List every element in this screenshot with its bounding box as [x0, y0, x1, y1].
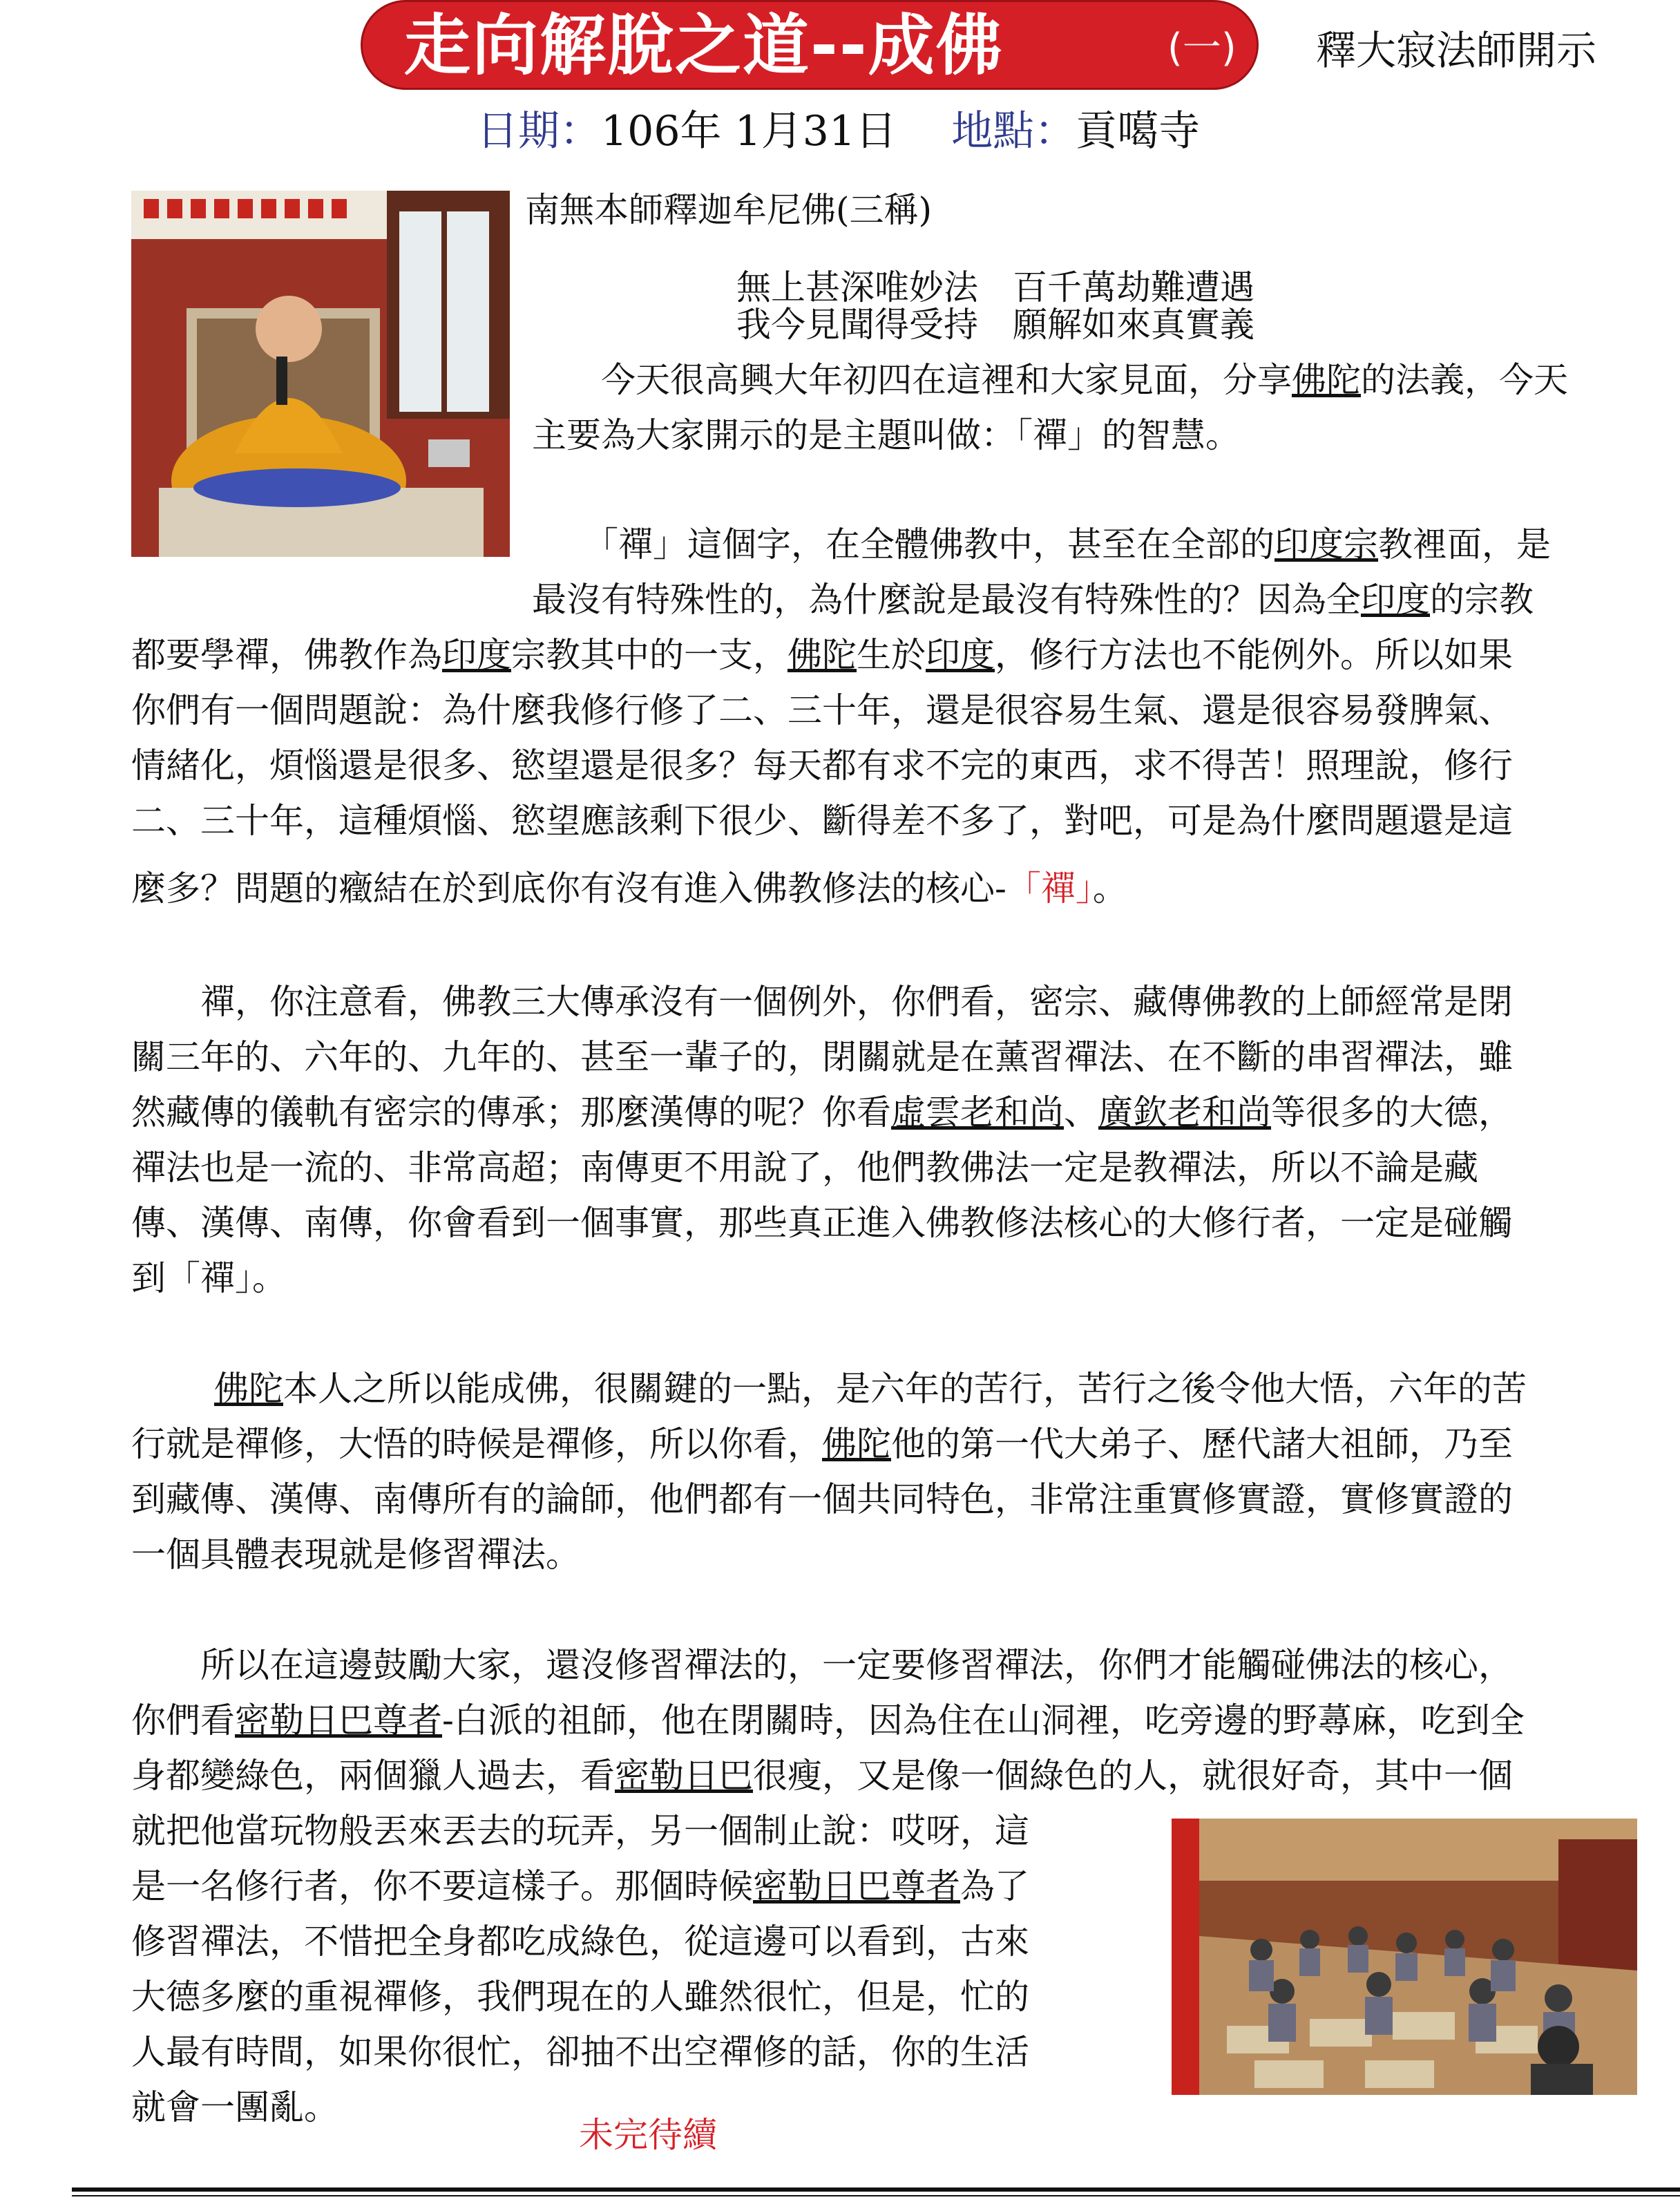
p1-line-2: 主要為大家開示的是主題叫做：「禪」的智慧。	[532, 415, 1240, 455]
teacher-photo	[131, 191, 510, 557]
p5-line-9: 就會一團亂。	[131, 2087, 338, 2127]
p1-line-1: 今天很高興大年初四在這裡和大家見面，分享佛陀的法義，今天	[532, 360, 1568, 400]
date-label: 日期：	[477, 107, 601, 155]
p4-line-4: 一個具體表現就是修習禪法。	[131, 1535, 580, 1575]
p3-line-2: 關三年的、六年的、九年的、甚至一輩子的，閉關就是在薰習禪法、在不斷的串習禪法，雖	[131, 1037, 1513, 1077]
p2-line-4: 你們有一個問題說：為什麼我修行修了二、三十年，還是很容易生氣、還是很容易發脾氣、	[131, 690, 1513, 730]
p2-line-5: 情緒化，煩惱還是很多、慾望還是很多？每天都有求不完的東西，求不得苦！照理說，修行	[131, 746, 1513, 786]
p2-line-2: 最沒有特殊性的，為什麼說是最沒有特殊性的？因為全印度的宗教	[532, 580, 1534, 620]
p3-line-1: 禪，你注意看，佛教三大傳承沒有一個例外，你們看，密宗、藏傳佛教的上師經常是閉	[131, 982, 1513, 1022]
p2-line-6: 二、三十年，這種煩惱、慾望應該剩下很少、斷得差不多了，對吧，可是為什麼問題還是這	[131, 801, 1513, 841]
p3-line-4: 禪法也是一流的、非常高超；南傳更不用說了，他們教佛法一定是教禪法，所以不論是藏	[131, 1148, 1478, 1188]
p5-line-1: 所以在這邊鼓勵大家，還沒修習禪法的，一定要修習禪法，你們才能觸碰佛法的核心，	[131, 1645, 1513, 1685]
footer-rule-thin	[72, 2195, 1680, 2196]
verse-line-2: 我今見聞得受持 願解如來真實義	[736, 305, 1254, 345]
verse-line-1: 無上甚深唯妙法 百千萬劫難遭遇	[736, 267, 1254, 307]
place-label: 地點：	[951, 107, 1076, 155]
p5-line-2: 你們看密勒日巴尊者-白派的祖師，他在閉關時，因為住在山洞裡，吃旁邊的野蕁麻，吃到全	[131, 1700, 1525, 1740]
page-title: 走向解脫之道--成佛	[404, 7, 1004, 84]
p3-line-5: 傳、漢傳、南傳，你會看到一個事實，那些真正進入佛教修法核心的大修行者，一定是碰觸	[131, 1203, 1513, 1243]
p2-line-1: 「禪」這個字，在全體佛教中，甚至在全部的印度宗教裡面，是	[532, 524, 1551, 564]
p5-line-6: 修習禪法，不惜把全身都吃成綠色，從這邊可以看到，古來	[131, 1921, 1029, 1962]
date-place-line	[477, 104, 1200, 159]
to-be-continued: 未完待續	[579, 2115, 717, 2155]
place-value: 貢噶寺	[1076, 107, 1201, 155]
p3-line-6: 到「禪」。	[131, 1258, 287, 1298]
p5-line-5: 是一名修行者，你不要這樣子。那個時候密勒日巴尊者為了	[131, 1866, 1029, 1906]
title-part-number: (一)	[1167, 26, 1237, 70]
p4-line-3: 到藏傳、漢傳、南傳所有的論師，他們都有一個共同特色，非常注重實修實證，實修實證的	[131, 1479, 1513, 1519]
meditation-hall-photo	[1172, 1819, 1637, 2095]
p2-line-3: 都要學禪，佛教作為印度宗教其中的一支，佛陀生於印度，修行方法也不能例外。所以如果	[131, 635, 1513, 675]
p4-line-2: 行就是禪修，大悟的時候是禪修，所以你看，佛陀他的第一代大弟子、歷代諸大祖師，乃至	[131, 1424, 1513, 1464]
p5-line-3: 身都變綠色，兩個獵人過去，看密勒日巴很瘦，又是像一個綠色的人，就很好奇，其中一個	[131, 1756, 1513, 1796]
p3-line-3: 然藏傳的儀軌有密宗的傳承；那麼漢傳的呢？你看虛雲老和尚、廣欽老和尚等很多的大德，	[131, 1092, 1513, 1132]
footer-rule-thick	[72, 2187, 1680, 2192]
p4-line-1: 佛陀本人之所以能成佛，很關鍵的一點，是六年的苦行，苦行之後令他大悟，六年的苦	[214, 1369, 1527, 1409]
homage-line: 南無本師釋迦牟尼佛(三稱)	[525, 190, 933, 230]
speaker-name: 釋大寂法師開示	[1316, 27, 1597, 74]
p5-line-7: 大德多麼的重視禪修，我們現在的人雖然很忙，但是，忙的	[131, 1977, 1029, 2017]
date-value: 106年 1月31日	[601, 107, 897, 155]
p5-line-8: 人最有時間，如果你很忙，卻抽不出空禪修的話，你的生活	[131, 2032, 1029, 2072]
p2-line-7: 麼多？問題的癥結在於到底你有沒有進入佛教修法的核心-「禪」。	[131, 869, 1127, 909]
p5-line-4: 就把他當玩物般丟來丟去的玩弄，另一個制止說：哎呀，這	[131, 1811, 1029, 1851]
